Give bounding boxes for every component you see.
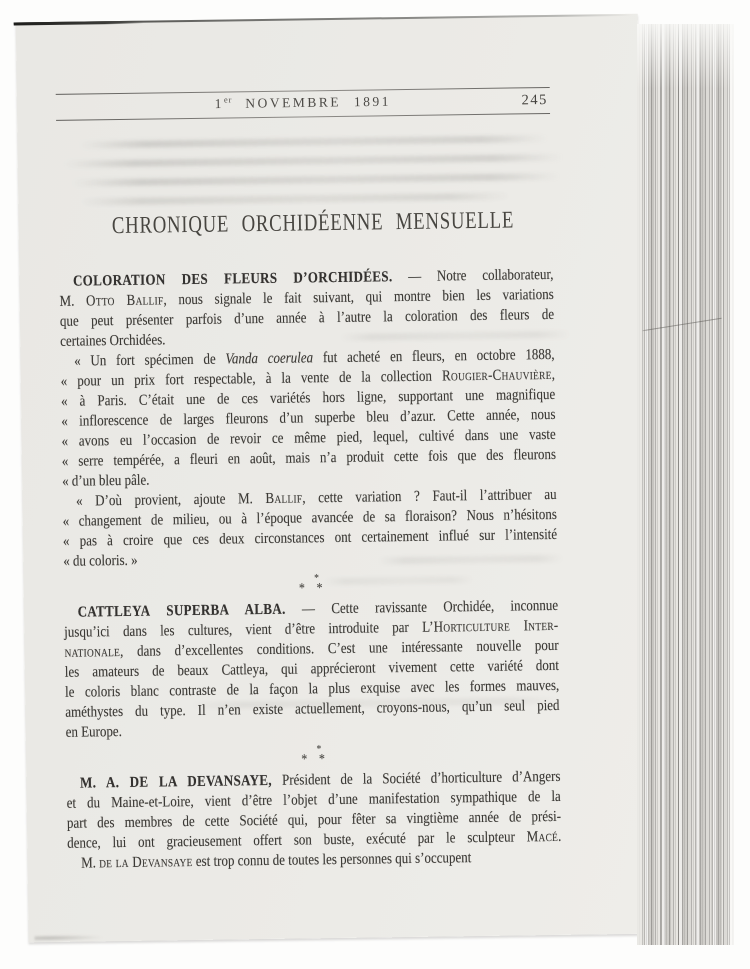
text-segment: ,	[551, 365, 555, 383]
text-segment: Rougier-Chauvière	[441, 365, 552, 385]
text-segment: « du coloris. »	[63, 551, 138, 570]
show-through-smudge	[72, 173, 560, 187]
text-segment: M.	[81, 854, 100, 872]
separator-asterisk-bottom: * *	[301, 752, 330, 768]
section-separator	[63, 571, 557, 598]
text-segment: Otto Ballif	[86, 291, 164, 310]
text-segment: COLORATION DES FLEURS D’ORCHIDÉES.	[72, 268, 393, 290]
text-segment: , dans d’excellentes conditions. C’est une intéressante nouvelle pour	[120, 636, 559, 661]
paragraph	[66, 767, 562, 874]
page-number: 245	[521, 91, 548, 109]
section-separator	[66, 742, 560, 769]
text-segment: en Europe.	[65, 723, 123, 741]
scan-smudge	[34, 934, 104, 941]
text-segment: de la Devansaye	[99, 853, 193, 872]
page	[16, 14, 651, 943]
text-segment: « serre tempérée, a fleuri en août, mais n’a produit cette fois que des fleurons	[61, 445, 557, 470]
separator-asterisk-top: *	[314, 572, 320, 585]
text-segment: Macé	[526, 827, 559, 846]
issue-date	[56, 91, 550, 114]
text-segment: « pas à croire que ces deux circonstances ont certainement influé sur l’intensité	[62, 525, 558, 550]
paragraph	[59, 265, 554, 352]
text-segment: .	[557, 827, 562, 845]
text-segment: améthystes du type. Il n’en existe actuellement, croyons-nous, qu’un seul pied	[65, 696, 560, 721]
text-segment: , nous signale le fait suivant, qui montre bien les variations	[163, 285, 554, 309]
book-page-edges	[637, 24, 734, 945]
text-segment: NOVEMBRE 1891	[232, 93, 392, 111]
text-segment: « inflorescence de larges fleurons d’un superbe bleu d’azur. Cette année, nous	[61, 405, 556, 430]
text-segment: Vanda coerulea	[225, 349, 314, 368]
text-segment: Président de la Société d’horticulture d’Angers	[271, 767, 561, 789]
text-segment: « pour un prix fort respectable, à la vente de la collection	[60, 367, 443, 390]
text-segment: dence, lui ont gracieusement offert son buste, exécuté par le sculpteur	[67, 828, 527, 852]
text-segment: part des membres de cette Société qui, pour fêter sa vingtième année de prési-	[66, 807, 562, 832]
text-segment: M.	[59, 292, 87, 310]
text-segment: — Notre collaborateur,	[392, 265, 554, 286]
text-segment: L’Horticulture Inter-	[422, 616, 559, 636]
page-top-edge	[14, 14, 632, 25]
text-segment: est trop connu de toutes les personnes qui s’occupent	[192, 849, 472, 871]
text-segment: fut acheté en fleurs, en octobre 1888,	[312, 345, 555, 367]
text-segment: nationale	[64, 643, 121, 661]
separator-asterisk-bottom: * *	[298, 581, 327, 597]
article-body	[59, 265, 562, 874]
text-segment: — Cette ravissante Orchidée, inconnue	[285, 596, 559, 618]
text-segment: certaines Orchidées.	[60, 331, 166, 350]
text-segment: « d’un bleu pâle.	[62, 471, 150, 490]
text-segment: « avons eu l’occasion de revoir ce même pied, lequel, cultivé dans une vaste	[61, 425, 556, 450]
show-through-smudge	[80, 193, 510, 206]
page-edge-crease	[642, 318, 721, 332]
text-segment: « D’où provient, ajoute M.	[75, 489, 266, 510]
paragraph	[62, 485, 557, 572]
text-segment: « Un fort spécimen de	[74, 350, 226, 370]
text-segment: CATTLEYA SUPERBA ALBA.	[77, 600, 286, 621]
text-segment: le coloris blanc contraste de la façon la plus exquise avec les formes mauves,	[64, 676, 560, 701]
text-segment: Ballif	[265, 489, 303, 507]
text-segment: et du Maine-et-Loire, vient d’être l’objet d’une manifestation sympathique de la	[66, 787, 561, 812]
show-through-smudge	[79, 135, 547, 149]
text-segment: que peut présenter parfois d’une année à l’autre la coloration des fleurs de	[59, 305, 555, 330]
text-segment: jusqu’ici dans les cultures, vient d’être introduite par	[64, 618, 423, 641]
separator-asterisk-top: *	[316, 743, 322, 756]
text-segment: 1	[214, 96, 225, 112]
text-segment: les amateurs de beaux Cattleya, qui apprécieront vivement cette variété dont	[64, 656, 560, 681]
text-segment: « à Paris. C’était une de ces variétés hors ligne, supportant une magnifique	[60, 385, 556, 410]
text-segment: , cette variation ? Faut-il l’attribuer au	[302, 485, 557, 507]
article-title: CHRONIQUE ORCHIDÉENNE MENSUELLE	[111, 207, 515, 240]
text-segment: er	[223, 95, 233, 105]
paragraph	[64, 596, 560, 743]
show-through-smudge	[64, 154, 564, 168]
paragraph	[60, 345, 556, 492]
text-segment: « changement de milieu, ou à l’époque avancée de sa floraison? Nous n’hésitons	[62, 505, 557, 530]
text-segment: M. A. DE LA DEVANSAYE,	[79, 771, 273, 792]
